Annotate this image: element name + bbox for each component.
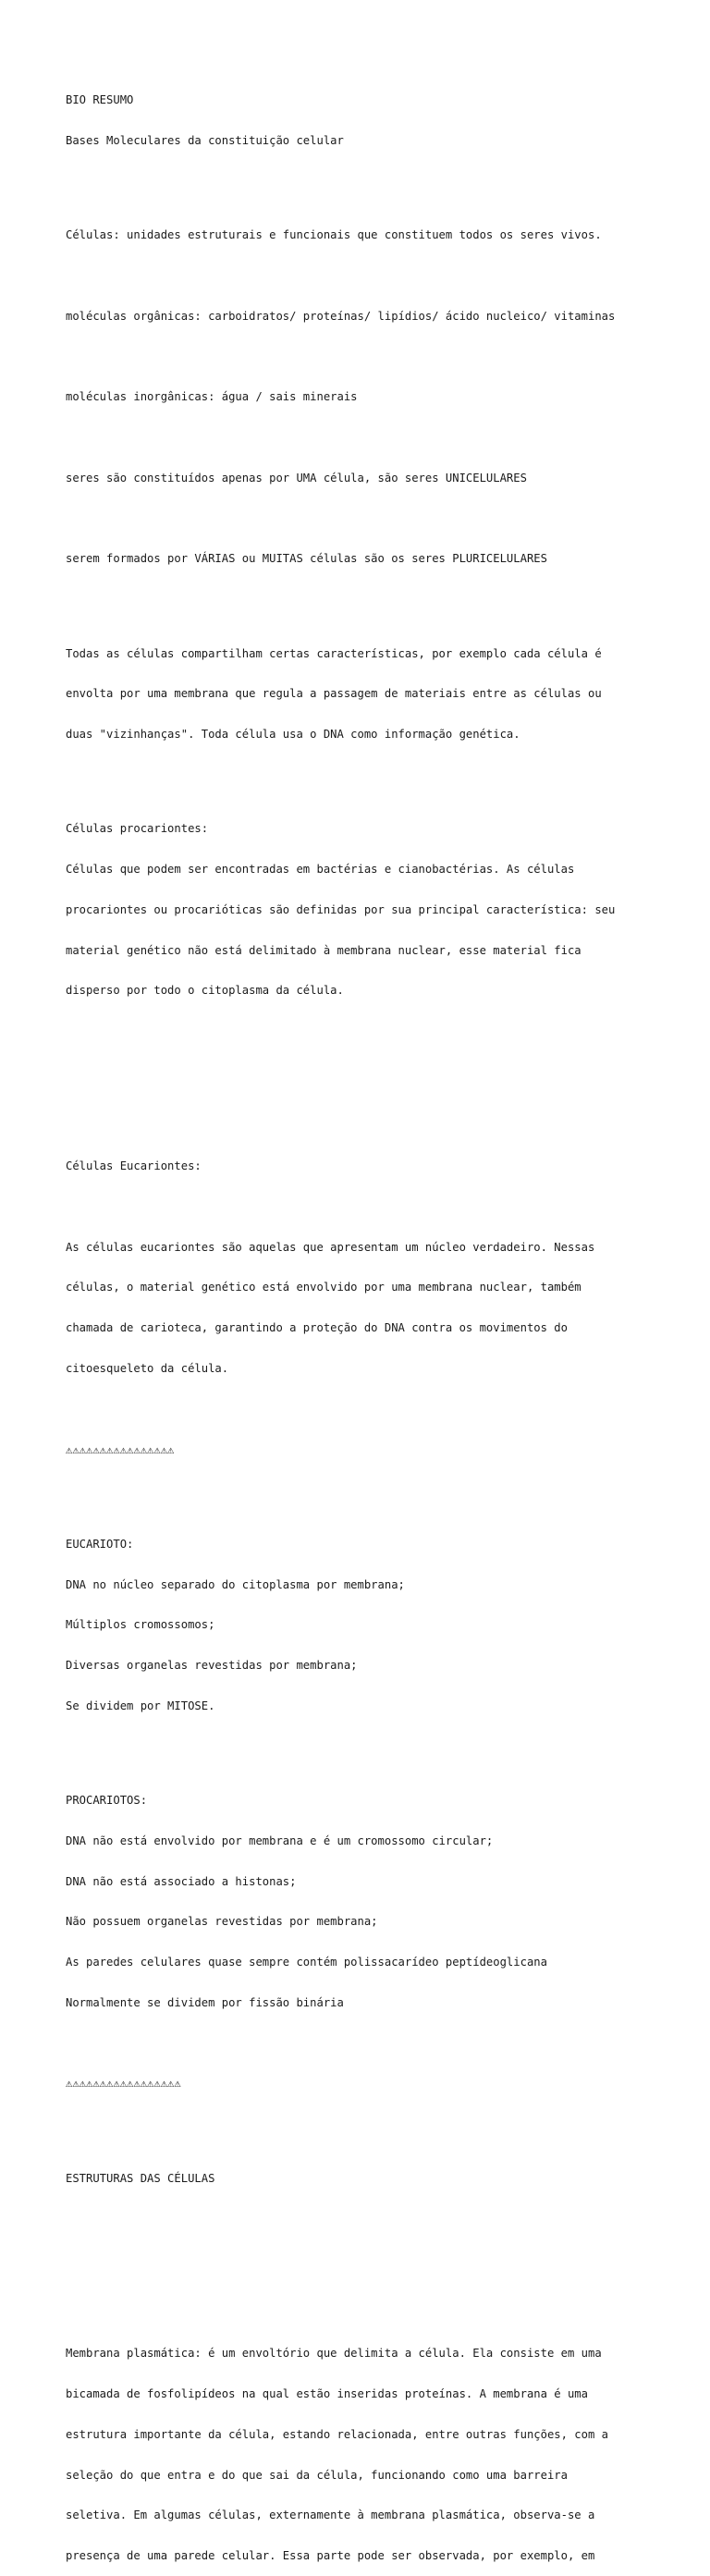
- section-heading-estruturas: ESTRUTURAS DAS CÉLULAS: [66, 2171, 215, 2185]
- list-item: DNA não está envolvido por membrana e é um cromossomo circular;: [66, 1834, 494, 1847]
- object-placeholder-icon: ￼: [66, 1404, 71, 1414]
- paragraph-line: estrutura importante da célula, estando relacionada, entre outras funções, com a: [66, 2427, 608, 2441]
- list-item: Diversas organelas revestidas por membrana;: [66, 1659, 358, 1673]
- document-page: [66, 67, 657, 2576]
- paragraph-line: citoesqueleto da célula.: [66, 1362, 229, 1375]
- list-item: Não possuem organelas revestidas por membrana;: [66, 1915, 378, 1929]
- paragraph-line: duas "vizinhanças". Toda célula usa o DNA como informação genética.: [66, 728, 520, 742]
- paragraph-line: células, o material genético está envolvido por uma membrana nuclear, também: [66, 1281, 581, 1294]
- doc-subtitle: Bases Moleculares da constituição celular: [66, 133, 344, 147]
- paragraph-line: bicamada de fosfolipídeos na qual estão inseridas proteínas. A membrana é uma: [66, 2387, 588, 2401]
- paragraph-line: Todas as células compartilham certas características, por exemplo cada célula é: [66, 646, 602, 660]
- list-item: As paredes celulares quase sempre contém polissacarídeo peptídeoglicana: [66, 1956, 547, 1969]
- paragraph-line: material genético não está delimitado à membrana nuclear, esse material fica: [66, 943, 581, 957]
- paragraph-line: chamada de carioteca, garantindo a proteção do DNA contra os movimentos do: [66, 1321, 568, 1335]
- paragraph-line: disperso por todo o citoplasma da célula.: [66, 984, 344, 998]
- warning-icons-row: ⚠⚠⚠⚠⚠⚠⚠⚠⚠⚠⚠⚠⚠⚠⚠⚠⚠: [66, 2077, 181, 2091]
- paragraph-unicellular: seres são constituídos apenas por UMA célula, são seres UNICELULARES: [66, 471, 527, 485]
- section-heading-procariontes: Células procariontes:: [66, 822, 209, 836]
- paragraph-line: procariontes ou procarióticas são definidas por sua principal característica: seu: [66, 902, 616, 916]
- paragraph-inorganic: moléculas inorgânicas: água / sais minerais: [66, 390, 358, 404]
- section-heading-eucariontes: Células Eucariontes:: [66, 1159, 202, 1173]
- list-heading-eucarioto: EUCARIOTO:: [66, 1537, 134, 1551]
- doc-title: BIO RESUMO: [66, 93, 134, 107]
- paragraph-line: presença de uma parede celular. Essa parte pode ser observada, por exemplo, em: [66, 2549, 595, 2563]
- paragraph-line: seletiva. Em algumas células, externamente à membrana plasmática, observa-se a: [66, 2509, 595, 2522]
- paragraph-organic: moléculas orgânicas: carboidratos/ proteínas/ lipídios/ ácido nucleico/ vitaminas: [66, 309, 616, 323]
- paragraph-pluricellular: serem formados por VÁRIAS ou MUITAS células são os seres PLURICELULARES: [66, 552, 547, 566]
- paragraph-line: As células eucariontes são aquelas que apresentam um núcleo verdadeiro. Nessas: [66, 1240, 595, 1254]
- list-item: Múltiplos cromossomos;: [66, 1618, 215, 1632]
- paragraph-line: envolta por uma membrana que regula a passagem de materiais entre as células ou: [66, 687, 602, 701]
- paragraph-line: Membrana plasmática: é um envoltório que delimita a célula. Ela consiste em uma: [66, 2347, 602, 2361]
- list-item: DNA no núcleo separado do citoplasma por membrana;: [66, 1577, 405, 1591]
- paragraph-cells: Células: unidades estruturais e funcionais que constituem todos os seres vivos.: [66, 228, 602, 242]
- list-item: DNA não está associado a histonas;: [66, 1874, 297, 1888]
- list-item: Normalmente se dividem por fissão binária: [66, 1995, 344, 2009]
- paragraph-line: seleção do que entra e do que sai da célula, funcionando como uma barreira: [66, 2468, 568, 2482]
- object-placeholder-icon: ￼: [66, 1066, 71, 1076]
- paragraph-line: Células que podem ser encontradas em bactérias e cianobactérias. As células: [66, 863, 575, 877]
- list-heading-procariotos: PROCARIOTOS:: [66, 1794, 148, 1807]
- list-item: Se dividem por MITOSE.: [66, 1699, 215, 1712]
- spacer: [66, 175, 657, 189]
- object-placeholder-icon: ￼: [66, 2254, 71, 2264]
- warning-icons-row: ⚠⚠⚠⚠⚠⚠⚠⚠⚠⚠⚠⚠⚠⚠⚠⚠: [66, 1442, 175, 1456]
